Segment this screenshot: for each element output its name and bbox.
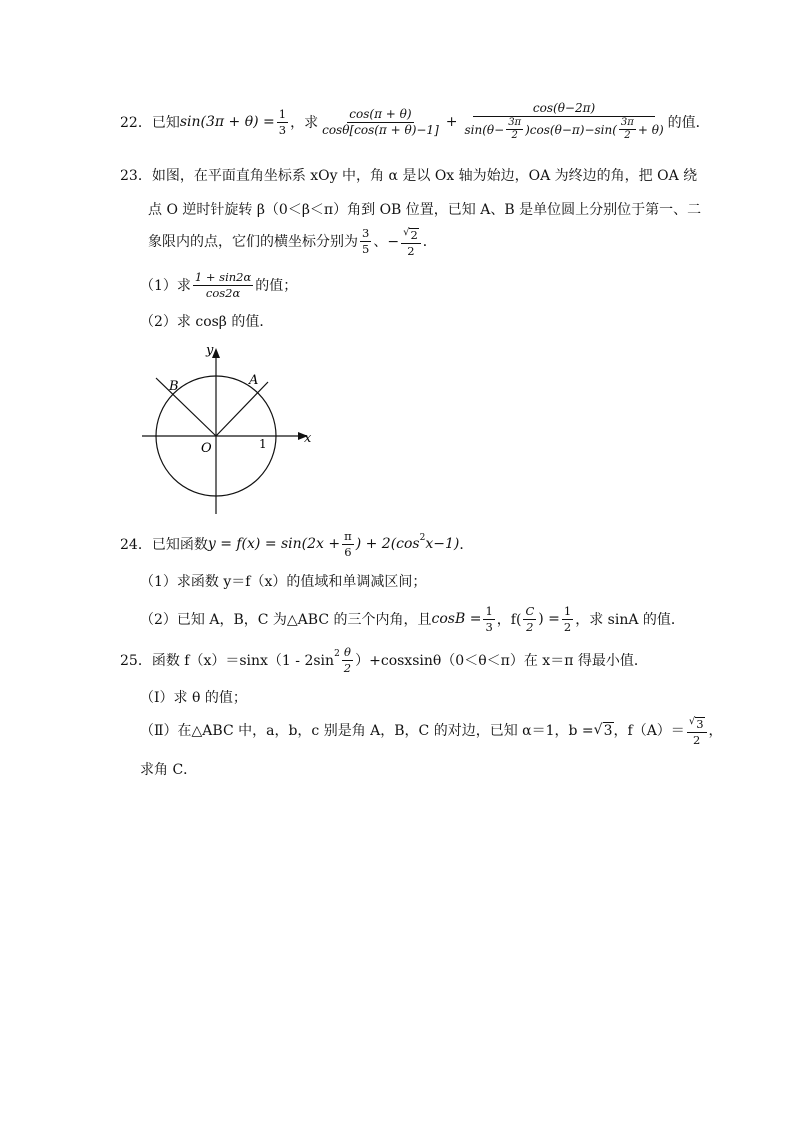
label-O: O — [201, 441, 212, 456]
q23-text-2: 点 O 逆时针旋转 β（0＜β＜π）角到 OB 位置，已知 A、B 是单位圆上分别位于第一、二 — [148, 202, 702, 218]
q24-number: 24． — [120, 537, 152, 553]
ray-OA — [216, 382, 268, 436]
q22-tail: 的值． — [667, 115, 710, 131]
q25-sub-2: （Ⅱ）在△ABC 中，a，b，c 别是角 A，B，C 的对边，已知 α＝1，b = √ 3 ，f（A）＝ √ 3 2 ， — [140, 716, 723, 747]
ray-OB — [156, 378, 216, 436]
q23-sub-1: （1）求 $\frac{1 + \sin 2\alpha}{\cos 2\alpha}$ 的值； — [140, 270, 298, 300]
q23-text-3: 象限内的点，它们的横坐标分别为 — [148, 234, 358, 250]
q23-line-3: 象限内的点，它们的横坐标分别为 $\frac{3}{5}$ 、− √ 2 2 ． — [148, 226, 437, 258]
q22-given: sin(3π + θ) = — [179, 114, 275, 130]
q24-sub-1: （1）求函数 y＝f（x）的值域和单调减区间； — [140, 574, 427, 590]
q24-sub-2: （2）已知 A，B，C 为△ABC 的三个内角，且 cosB = $\frac{1}{3}$ ，f( $\frac{C}{2}$ ) = $\frac{1}{2}$ ，求 sinA 的值． — [140, 604, 685, 634]
q25-frac-sqrt3-2: √ 3 2 — [687, 714, 707, 745]
q22-plus: + — [445, 114, 458, 130]
q22-intro: 已知 — [151, 115, 180, 131]
q23-sub1-fraction: $\frac{1 + \sin 2\alpha}{\cos 2\alpha}$ — [194, 270, 252, 300]
unit-circle-figure — [136, 340, 336, 520]
q22-line — [120, 100, 710, 144]
q23-sub-2: （2）求 cosβ 的值． — [140, 314, 274, 330]
q23-frac-sqrt2-2: √ 2 2 — [401, 225, 421, 256]
q23-number: 23． — [120, 168, 152, 184]
label-A: A — [249, 373, 259, 388]
label-x: x — [304, 431, 312, 446]
q24-frac-pi-6: $\frac{\pi}{6}$ — [344, 529, 352, 559]
q23-line-1 — [120, 164, 697, 186]
q23-line-2 — [148, 198, 701, 220]
q22-number: 22． — [120, 115, 152, 131]
q24-line: 24． 已知函数 y = f(x) = sin(2x + $\frac{\pi}{6}$ ) + 2(cos 2 x−1) ． — [120, 529, 474, 559]
q22-fraction-1: $\frac{\cos(\pi + \theta)}{\cos\theta[\cos(\pi + \theta)-1]}$ — [322, 106, 439, 137]
q25-sqrt3: √ 3 — [593, 721, 613, 739]
q23-frac-3-5: $\frac{3}{5}$ — [362, 226, 370, 256]
q25-line: 25． 函数 f（x）＝sinx（1 - 2sin 2 $\frac{\theta}{2}$ ）+cosxsinθ（0＜θ＜π）在 x＝π 得最小值． — [120, 645, 648, 675]
q22-ask: ，求 — [290, 115, 319, 131]
label-1: 1 — [259, 437, 267, 451]
q25-sub-1: （Ⅰ）求 θ 的值； — [140, 690, 247, 706]
q22-given-fraction: $\frac{1}{3}$ — [278, 107, 287, 137]
q23-text-1: 如图，在平面直角坐标系 xOy 中，角 α 是以 Ox 轴为始边，OA 为终边的角，把 OA 绕 — [151, 168, 698, 184]
label-B: B — [169, 379, 179, 394]
label-y: y — [206, 343, 214, 358]
q25-number: 25． — [120, 653, 152, 669]
q22-fraction-2: cos(θ−2π) sin(θ− $\frac{3\pi}{2}$ )cos(θ−π)−sin( $\frac{3\pi}{2}$ + θ) — [464, 101, 664, 142]
q25-sub-3: 求角 C． — [140, 762, 198, 778]
